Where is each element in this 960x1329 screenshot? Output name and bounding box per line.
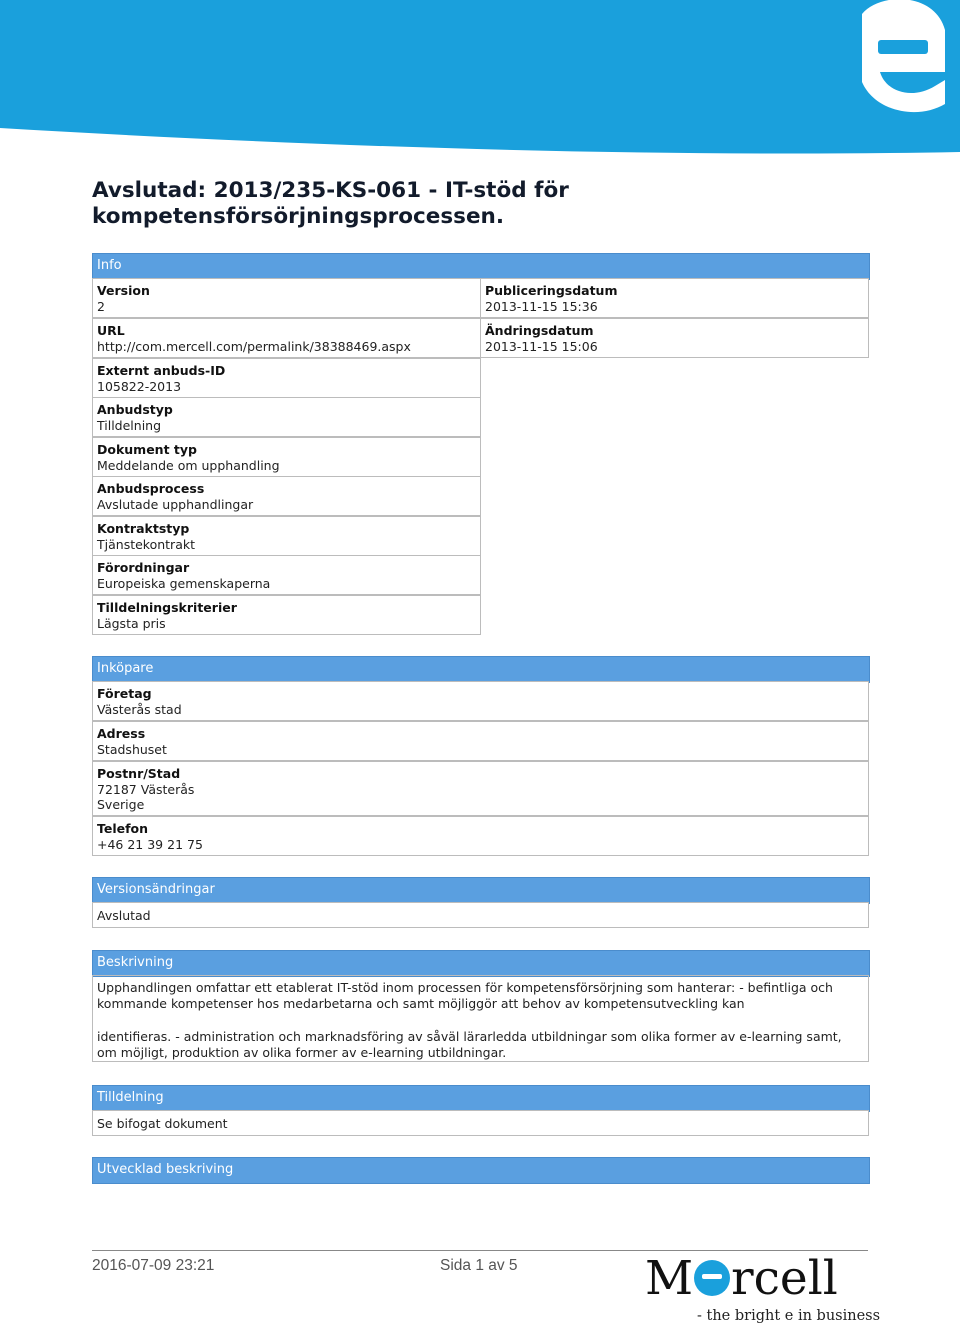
field-label: Externt anbuds-ID <box>97 363 226 378</box>
field-label: Telefon <box>97 821 149 836</box>
section-title: Utvecklad beskriving <box>97 1162 234 1177</box>
field-value: 2013-11-15 15:36 <box>485 298 598 314</box>
logo-tagline: - the bright e in business <box>697 1308 881 1324</box>
description-paragraph: identifieras. - administration och marknadsföring av såväl lärarledda utbildningar som olika former av e-learning samt, om möjligt, produktion av olika former av e-learning utbildningar. <box>97 1029 842 1060</box>
section-header-award <box>92 1085 870 1112</box>
field-value: 2 <box>97 298 105 314</box>
field-label: Anbudsprocess <box>97 481 205 496</box>
info-field-tender-type <box>92 397 481 437</box>
version-changes-value <box>92 902 869 928</box>
info-field-url <box>92 318 481 358</box>
section-header-info <box>92 253 870 280</box>
section-title: Versionsändringar <box>97 882 215 897</box>
buyer-field-company <box>92 681 869 721</box>
info-field-external-id <box>92 358 481 398</box>
field-label: Dokument typ <box>97 442 197 457</box>
logo-text-left: M <box>645 1251 694 1306</box>
field-label: Förordningar <box>97 560 190 575</box>
section-title: Inköpare <box>97 661 154 676</box>
header-banner <box>0 0 960 160</box>
field-label: Tilldelningskriterier <box>97 600 237 615</box>
section-header-version-changes <box>92 877 870 904</box>
field-label: Version <box>97 283 150 298</box>
field-value: 105822-2013 <box>97 378 182 394</box>
award-value <box>92 1110 869 1136</box>
field-value: Västerås stad <box>97 701 182 717</box>
field-value: Stadshuset <box>97 741 167 757</box>
field-label: Kontraktstyp <box>97 521 190 536</box>
buyer-field-postal-city <box>92 761 869 816</box>
info-field-tender-process <box>92 476 481 516</box>
field-value: Tilldelning <box>97 417 162 433</box>
info-field-regulations <box>92 555 481 595</box>
info-field-award-criteria <box>92 595 481 635</box>
buyer-field-address <box>92 721 869 761</box>
field-value: Meddelande om upphandling <box>97 457 280 473</box>
info-field-modified-date <box>480 318 869 358</box>
page-title: Avslutad: 2013/235-KS-061 - IT-stöd för kompetensförsörjningsprocessen. <box>92 178 569 229</box>
field-label: Anbudstyp <box>97 402 173 417</box>
field-label: URL <box>97 323 125 338</box>
section-header-description <box>92 950 870 977</box>
field-value: Se bifogat dokument <box>97 1116 228 1131</box>
section-header-buyer <box>92 656 870 683</box>
info-field-contract-type <box>92 516 481 556</box>
field-value: Lägsta pris <box>97 615 166 631</box>
field-value: 72187 Västerås Sverige <box>97 781 195 812</box>
banner-wave <box>0 128 960 160</box>
banner-graphic <box>0 0 960 160</box>
mercell-logo <box>645 1250 838 1308</box>
footer-date: 2016-07-09 23:21 <box>92 1257 215 1274</box>
field-label: Postnr/Stad <box>97 766 181 781</box>
info-field-document-type <box>92 437 481 477</box>
field-value: +46 21 39 21 75 <box>97 836 203 852</box>
field-label: Adress <box>97 726 146 741</box>
field-value: Europeiska gemenskaperna <box>97 575 271 591</box>
info-field-publish-date <box>480 278 869 318</box>
section-title: Info <box>97 258 122 273</box>
footer-page-number: Sida 1 av 5 <box>440 1257 518 1274</box>
description-paragraph: Upphandlingen omfattar ett etablerat IT-stöd inom processen för kompetensförsörjning som hanterar: - befintliga och kommande kompetenser hos medarbetarna och samt möjliggör att behov av kompetensutveckling kan <box>97 980 833 1011</box>
field-value: Tjänstekontrakt <box>97 536 195 552</box>
section-title: Beskrivning <box>97 955 174 970</box>
logo-text-right: rcell <box>731 1251 838 1306</box>
field-value: Avslutade upphandlingar <box>97 496 254 512</box>
field-value: Avslutad <box>97 908 151 923</box>
field-value: 2013-11-15 15:06 <box>485 338 598 354</box>
buyer-field-phone <box>92 816 869 856</box>
permalink-link[interactable]: http://com.mercell.com/permalink/38388469.aspx <box>97 338 411 354</box>
description-body <box>92 975 869 1062</box>
mercell-e-icon <box>862 0 945 112</box>
logo-e-icon <box>694 1260 730 1296</box>
field-label: Ändringsdatum <box>485 323 594 338</box>
section-title: Tilldelning <box>97 1090 164 1105</box>
field-label: Publiceringsdatum <box>485 283 618 298</box>
section-header-extended-description <box>92 1157 870 1184</box>
info-field-version <box>92 278 481 318</box>
field-label: Företag <box>97 686 152 701</box>
